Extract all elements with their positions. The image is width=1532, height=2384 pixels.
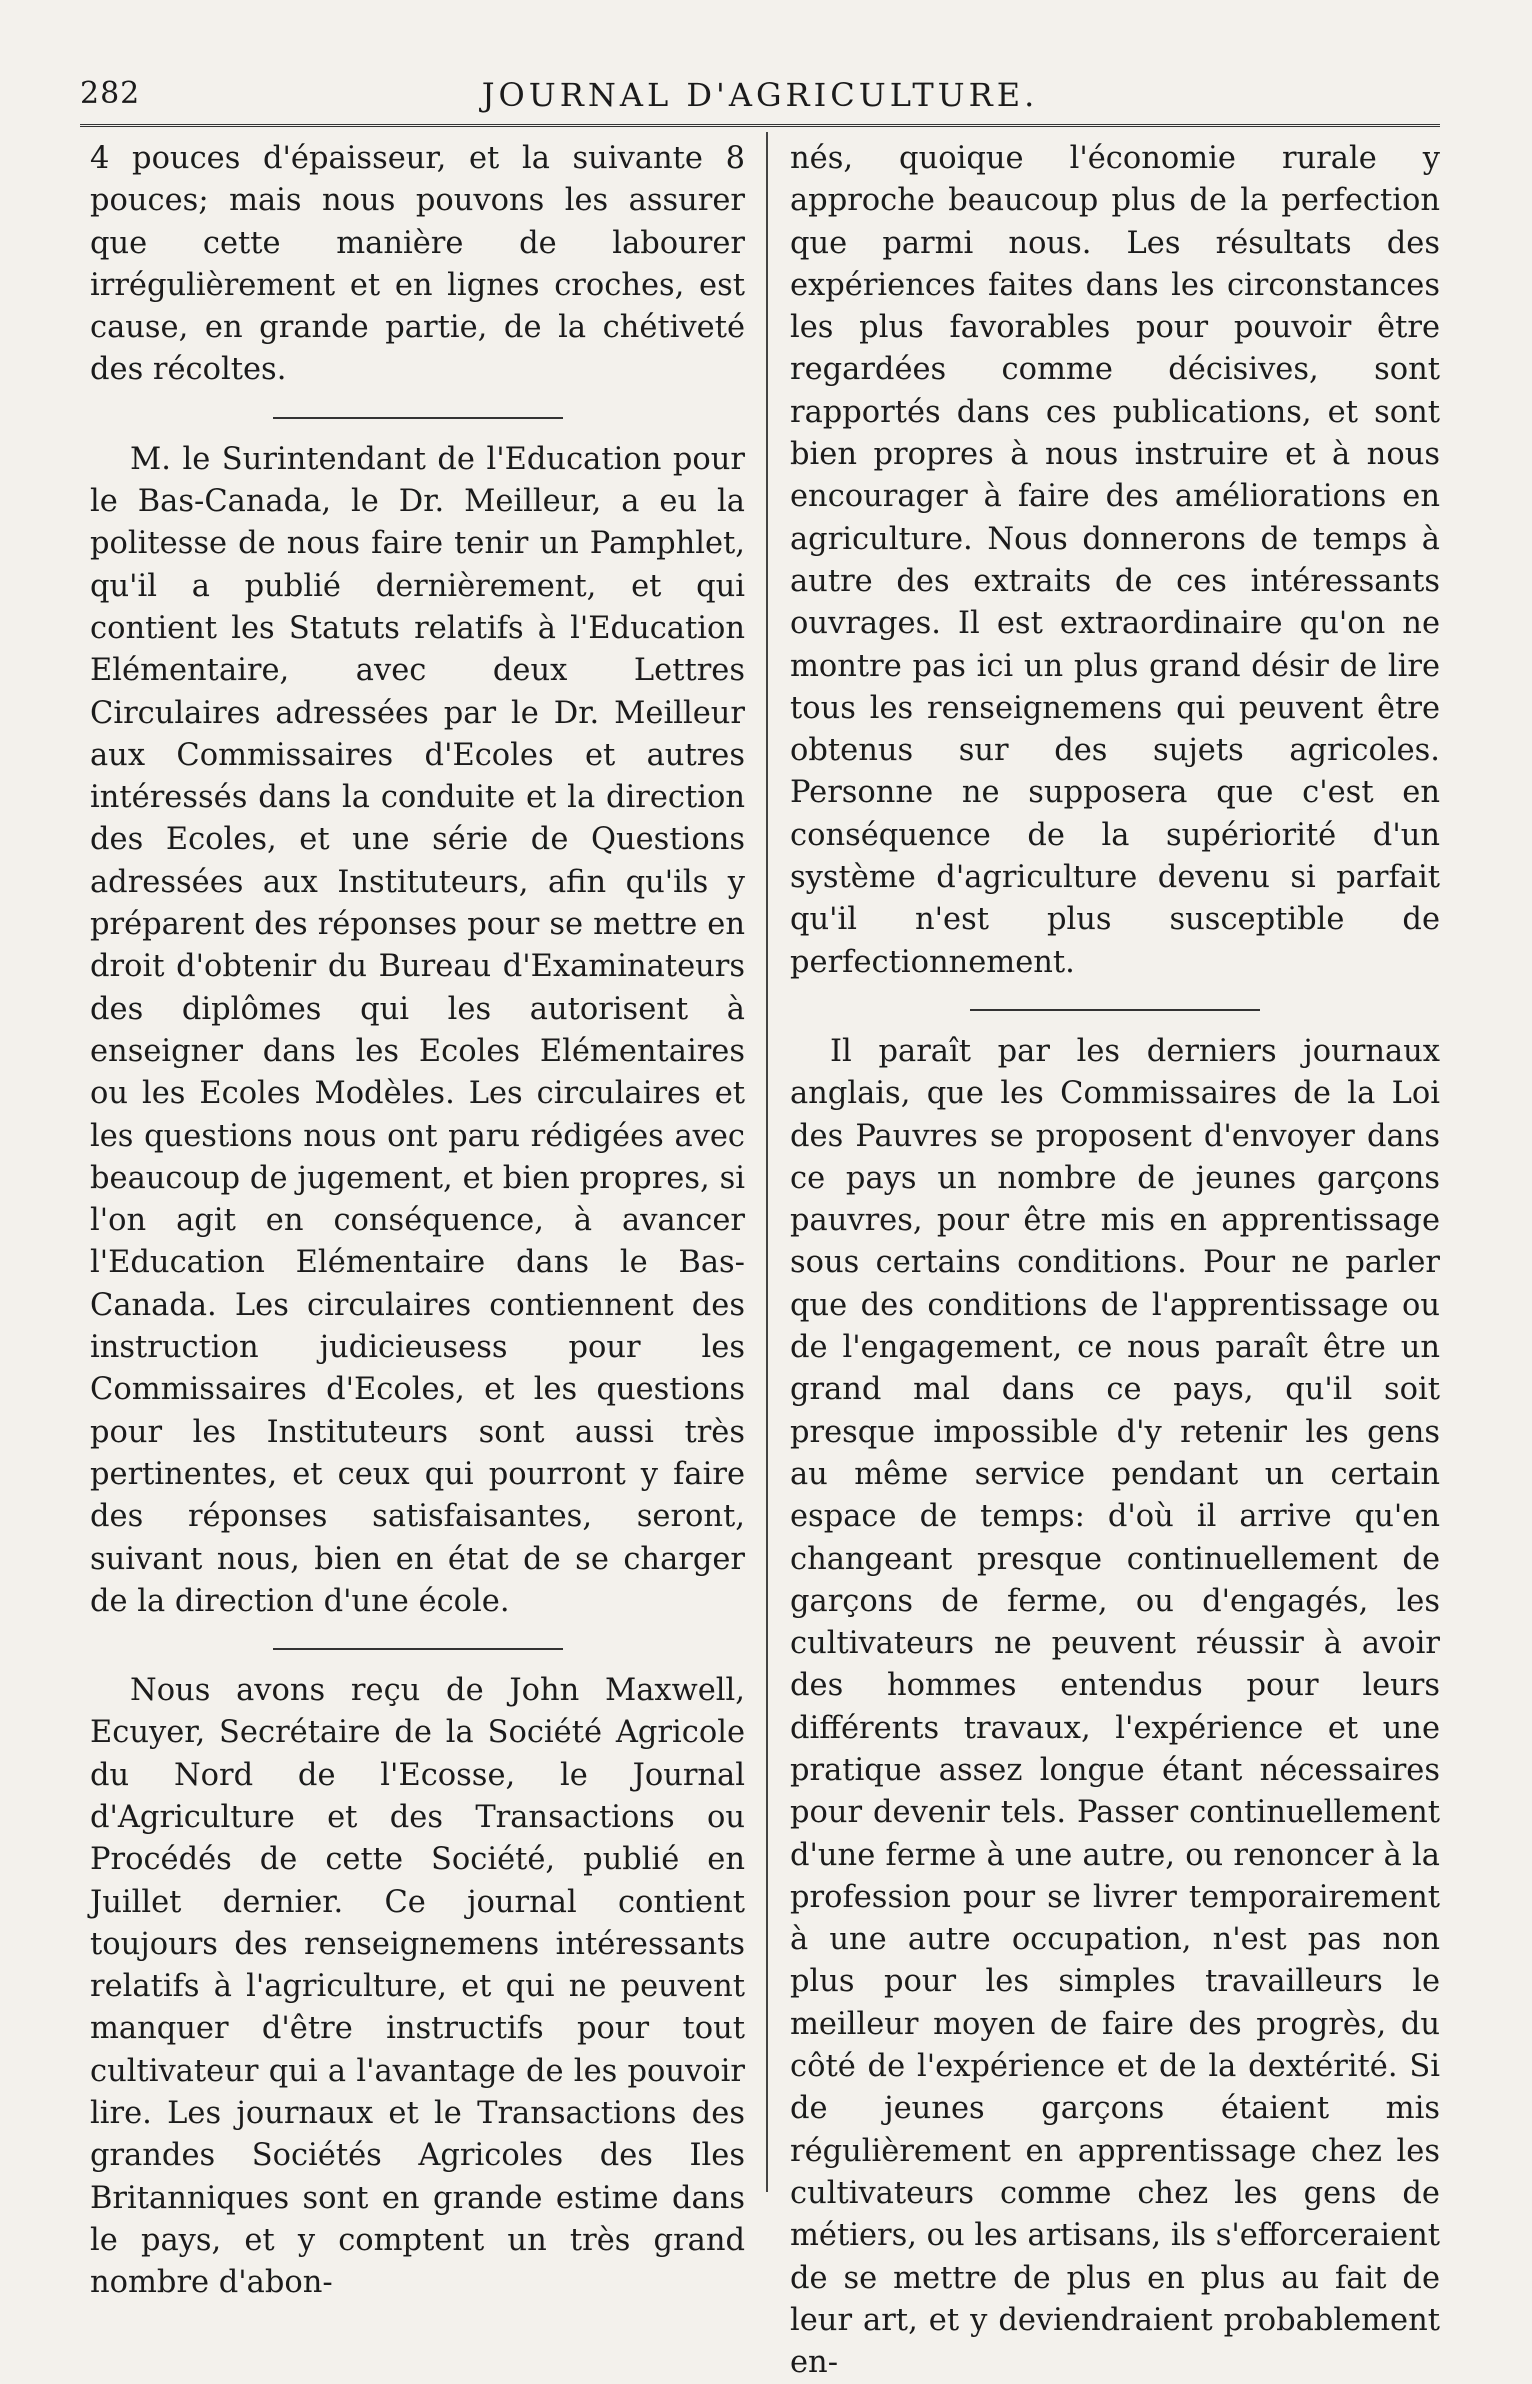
section-separator: [273, 1648, 563, 1650]
left-column: [90, 138, 745, 2305]
page-header: [80, 68, 1440, 118]
section-separator: [970, 1009, 1260, 1011]
section-separator: [273, 417, 563, 419]
header-rule: [80, 124, 1440, 127]
paragraph-loi-des-pauvres: Il paraît par les derniers journaux anglais, que les Commissaires de la Loi des Pauvres se proposent d'envoyer dans ce pays un nombre de jeunes garçons pauvres, pour être mis en apprentissage sous certains conditions. Pour ne parler que des conditions de l'apprentissage ou de l'engagement, ce nous paraît être un grand mal dans ce pays, qu'il soit presque impossible d'y retenir les gens au même service pendant un certain espace de temps: d'où il arrive qu'en changeant presque continuellement de garçons de ferme, ou d'engagés, les cultivateurs ne peuvent réussir à avoir des hommes entendus pour leurs différents travaux, l'expérience et une pratique assez longue étant nécessaires pour devenir tels. Passer continuellement d'une ferme à une autre, ou renoncer à la profession pour se livrer temporairement à une autre occupation, n'est pas non plus pour les simples travailleurs le meilleur moyen de faire des progrès, du côté de l'expérience et de la dextérité. Si de jeunes garçons étaient mis régulièrement en apprentissage chez les cultivateurs comme chez les gens de métiers, ou les artisans, ils s'efforceraient de se mettre de plus en plus au fait de leur art, et y deviendraient probablement en-: [790, 1033, 1440, 2381]
column-divider: [766, 132, 768, 2192]
right-column: [790, 138, 1440, 2384]
page-number: 282: [80, 76, 141, 111]
paragraph-continuation: nés, quoique l'économie rurale y approche beaucoup plus de la perfection que parmi nous. Les résultats des expériences faites dans les circonstances les plus favorables pour pouvoir être regardées comme décisives, sont rapportés dans ces publications, et sont bien propres à nous instruire et à nous encourager à faire des améliorations en agriculture. Nous donnerons de temps à autre des extraits de ces intéressants ouvrages. Il est extraordinaire qu'on ne montre pas ici un plus grand désir de lire tous les renseignemens qui peuvent être obtenus sur des sujets agricoles. Personne ne supposera que c'est en conséquence de la supériorité d'un système d'agriculture devenu si parfait qu'il n'est plus susceptible de perfectionnement.: [790, 141, 1440, 980]
paragraph-continuation: 4 pouces d'épaisseur, et la suivante 8 pouces; mais nous pouvons les assurer que cette manière de labourer irrégulièrement et en lignes croches, est cause, en grande partie, de la chétiveté des récoltes.: [90, 141, 745, 388]
paragraph-surintendant: M. le Surintendant de l'Education pour le Bas-Canada, le Dr. Meilleur, a eu la politesse de nous faire tenir un Pamphlet, qu'il a publié dernièrement, et qui contient les Statuts relatifs à l'Education Elémentaire, avec deux Lettres Circulaires adressées par le Dr. Meilleur aux Commissaires d'Ecoles et autres intéressés dans la conduite et la direction des Ecoles, et une série de Questions adressées aux Instituteurs, afin qu'ils y préparent des réponses pour se mettre en droit d'obtenir du Bureau d'Examinateurs des diplômes qui les autorisent à enseigner dans les Ecoles Elémentaires ou les Ecoles Modèles. Les circulaires et les questions nous ont paru rédigées avec beaucoup de jugement, et bien propres, si l'on agit en conséquence, à avancer l'Education Elémentaire dans le Bas-Canada. Les circulaires contiennent des instruction judicieusess pour les Commissaires d'Ecoles, et les questions pour les Instituteurs sont aussi très pertinentes, et ceux qui pourront y faire des réponses satisfaisantes, seront, suivant nous, bien en état de se charger de la direction d'une école.: [90, 441, 745, 1619]
running-title: JOURNAL D'AGRICULTURE.: [481, 76, 1039, 114]
paragraph-maxwell: Nous avons reçu de John Maxwell, Ecuyer, Secrétaire de la Société Agricole du Nord de l'Ecosse, le Journal d'Agriculture et des Transactions ou Procédés de cette Société, publié en Juillet dernier. Ce journal contient toujours des renseignemens intéressants relatifs à l'agriculture, et qui ne peuvent manquer d'être instructifs pour tout cultivateur qui a l'avantage de les pouvoir lire. Les journaux et le Transactions des grandes Sociétés Agricoles des Iles Britanniques sont en grande estime dans le pays, et y comptent un très grand nombre d'abon-: [90, 1673, 745, 2301]
